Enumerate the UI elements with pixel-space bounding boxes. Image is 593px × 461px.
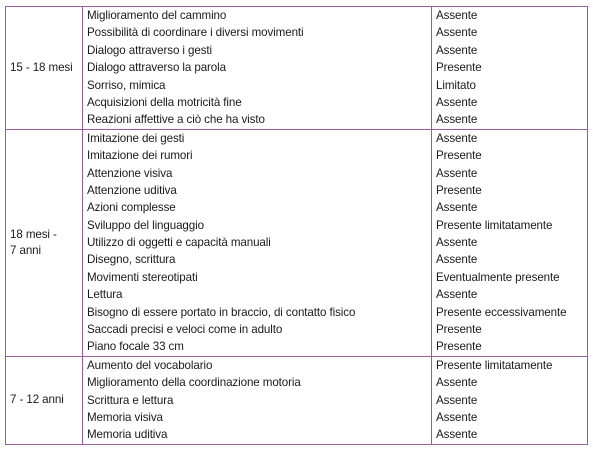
status-text: Presente eccessivamente (436, 305, 567, 319)
status-text: Assente (436, 166, 478, 180)
status-text: Assente (436, 393, 478, 407)
age-label: 7 - 12 anni (10, 393, 64, 407)
status-text: Limitato (436, 78, 476, 92)
status-text: Assente (436, 376, 478, 390)
age-group-row (6, 129, 588, 356)
item-text: Saccadi precisi e veloci come in adulto (87, 323, 283, 337)
item-text: Disegno, scrittura (87, 253, 176, 267)
status-text: Assente (436, 26, 478, 40)
status-text: Assente (436, 201, 478, 215)
item-text: Reazioni affettive a ciò che ha visto (87, 113, 265, 127)
item-text: Scrittura e lettura (87, 393, 174, 407)
item-text: Dialogo attraverso i gesti (87, 43, 212, 57)
item-list-cell (83, 356, 432, 444)
status-text: Presente (436, 61, 482, 75)
status-text: Presente (436, 323, 482, 337)
item-text: Aumento del vocabolario (87, 358, 213, 372)
status-text: Presente (436, 340, 482, 354)
item-text: Imitazione dei gesti (87, 131, 185, 145)
age-cell (6, 7, 83, 130)
status-list-cell (432, 129, 588, 356)
item-text: Memoria visiva (87, 410, 163, 424)
status-text: Assente (436, 410, 478, 424)
status-text: Eventualmente presente (436, 270, 560, 284)
status-text: Assente (436, 428, 478, 442)
item-text: Bisogno di essere portato in braccio, di contatto fisico (87, 305, 356, 319)
age-label: 15 - 18 mesi (10, 60, 73, 74)
status-text: Assente (436, 253, 478, 267)
status-text: Assente (436, 288, 478, 302)
status-text: Assente (436, 95, 478, 109)
status-text: Assente (436, 43, 478, 57)
status-list-cell (432, 7, 588, 130)
item-text: Azioni complesse (87, 201, 176, 215)
item-text: Possibilità di coordinare i diversi movimenti (87, 26, 304, 40)
item-text: Imitazione dei rumori (87, 149, 193, 163)
age-label: 18 mesi - (10, 227, 57, 241)
age-group-row (6, 356, 588, 444)
status-text: Assente (436, 131, 478, 145)
development-table (5, 6, 588, 445)
status-text: Presente limitatamente (436, 218, 553, 232)
item-text: Piano focale 33 cm (87, 340, 184, 354)
item-text: Sorriso, mimica (87, 78, 166, 92)
status-text: Assente (436, 9, 478, 22)
item-text: Lettura (87, 288, 123, 302)
item-text: Miglioramento della coordinazione motoria (87, 376, 301, 390)
age-group-row (6, 7, 588, 130)
status-list-cell (432, 356, 588, 444)
status-text: Assente (436, 236, 478, 250)
item-text: Utilizzo di oggetti e capacità manuali (87, 236, 271, 250)
status-text: Presente (436, 183, 482, 197)
item-text: Memoria uditiva (87, 428, 168, 442)
age-label: 7 anni (10, 243, 41, 257)
item-list-cell (83, 7, 432, 130)
status-text: Presente (436, 149, 482, 163)
item-text: Attenzione uditiva (87, 183, 177, 197)
item-text: Sviluppo del linguaggio (87, 218, 204, 232)
age-cell (6, 129, 83, 356)
status-text: Assente (436, 113, 478, 127)
age-cell (6, 356, 83, 444)
item-text: Dialogo attraverso la parola (87, 61, 226, 75)
development-table-container (5, 6, 587, 445)
item-text: Movimenti stereotipati (87, 270, 198, 284)
item-text: Miglioramento del cammino (87, 9, 227, 22)
status-text: Presente limitatamente (436, 358, 553, 372)
item-list-cell (83, 129, 432, 356)
item-text: Attenzione visiva (87, 166, 173, 180)
item-text: Acquisizioni della motricità fine (87, 95, 242, 109)
